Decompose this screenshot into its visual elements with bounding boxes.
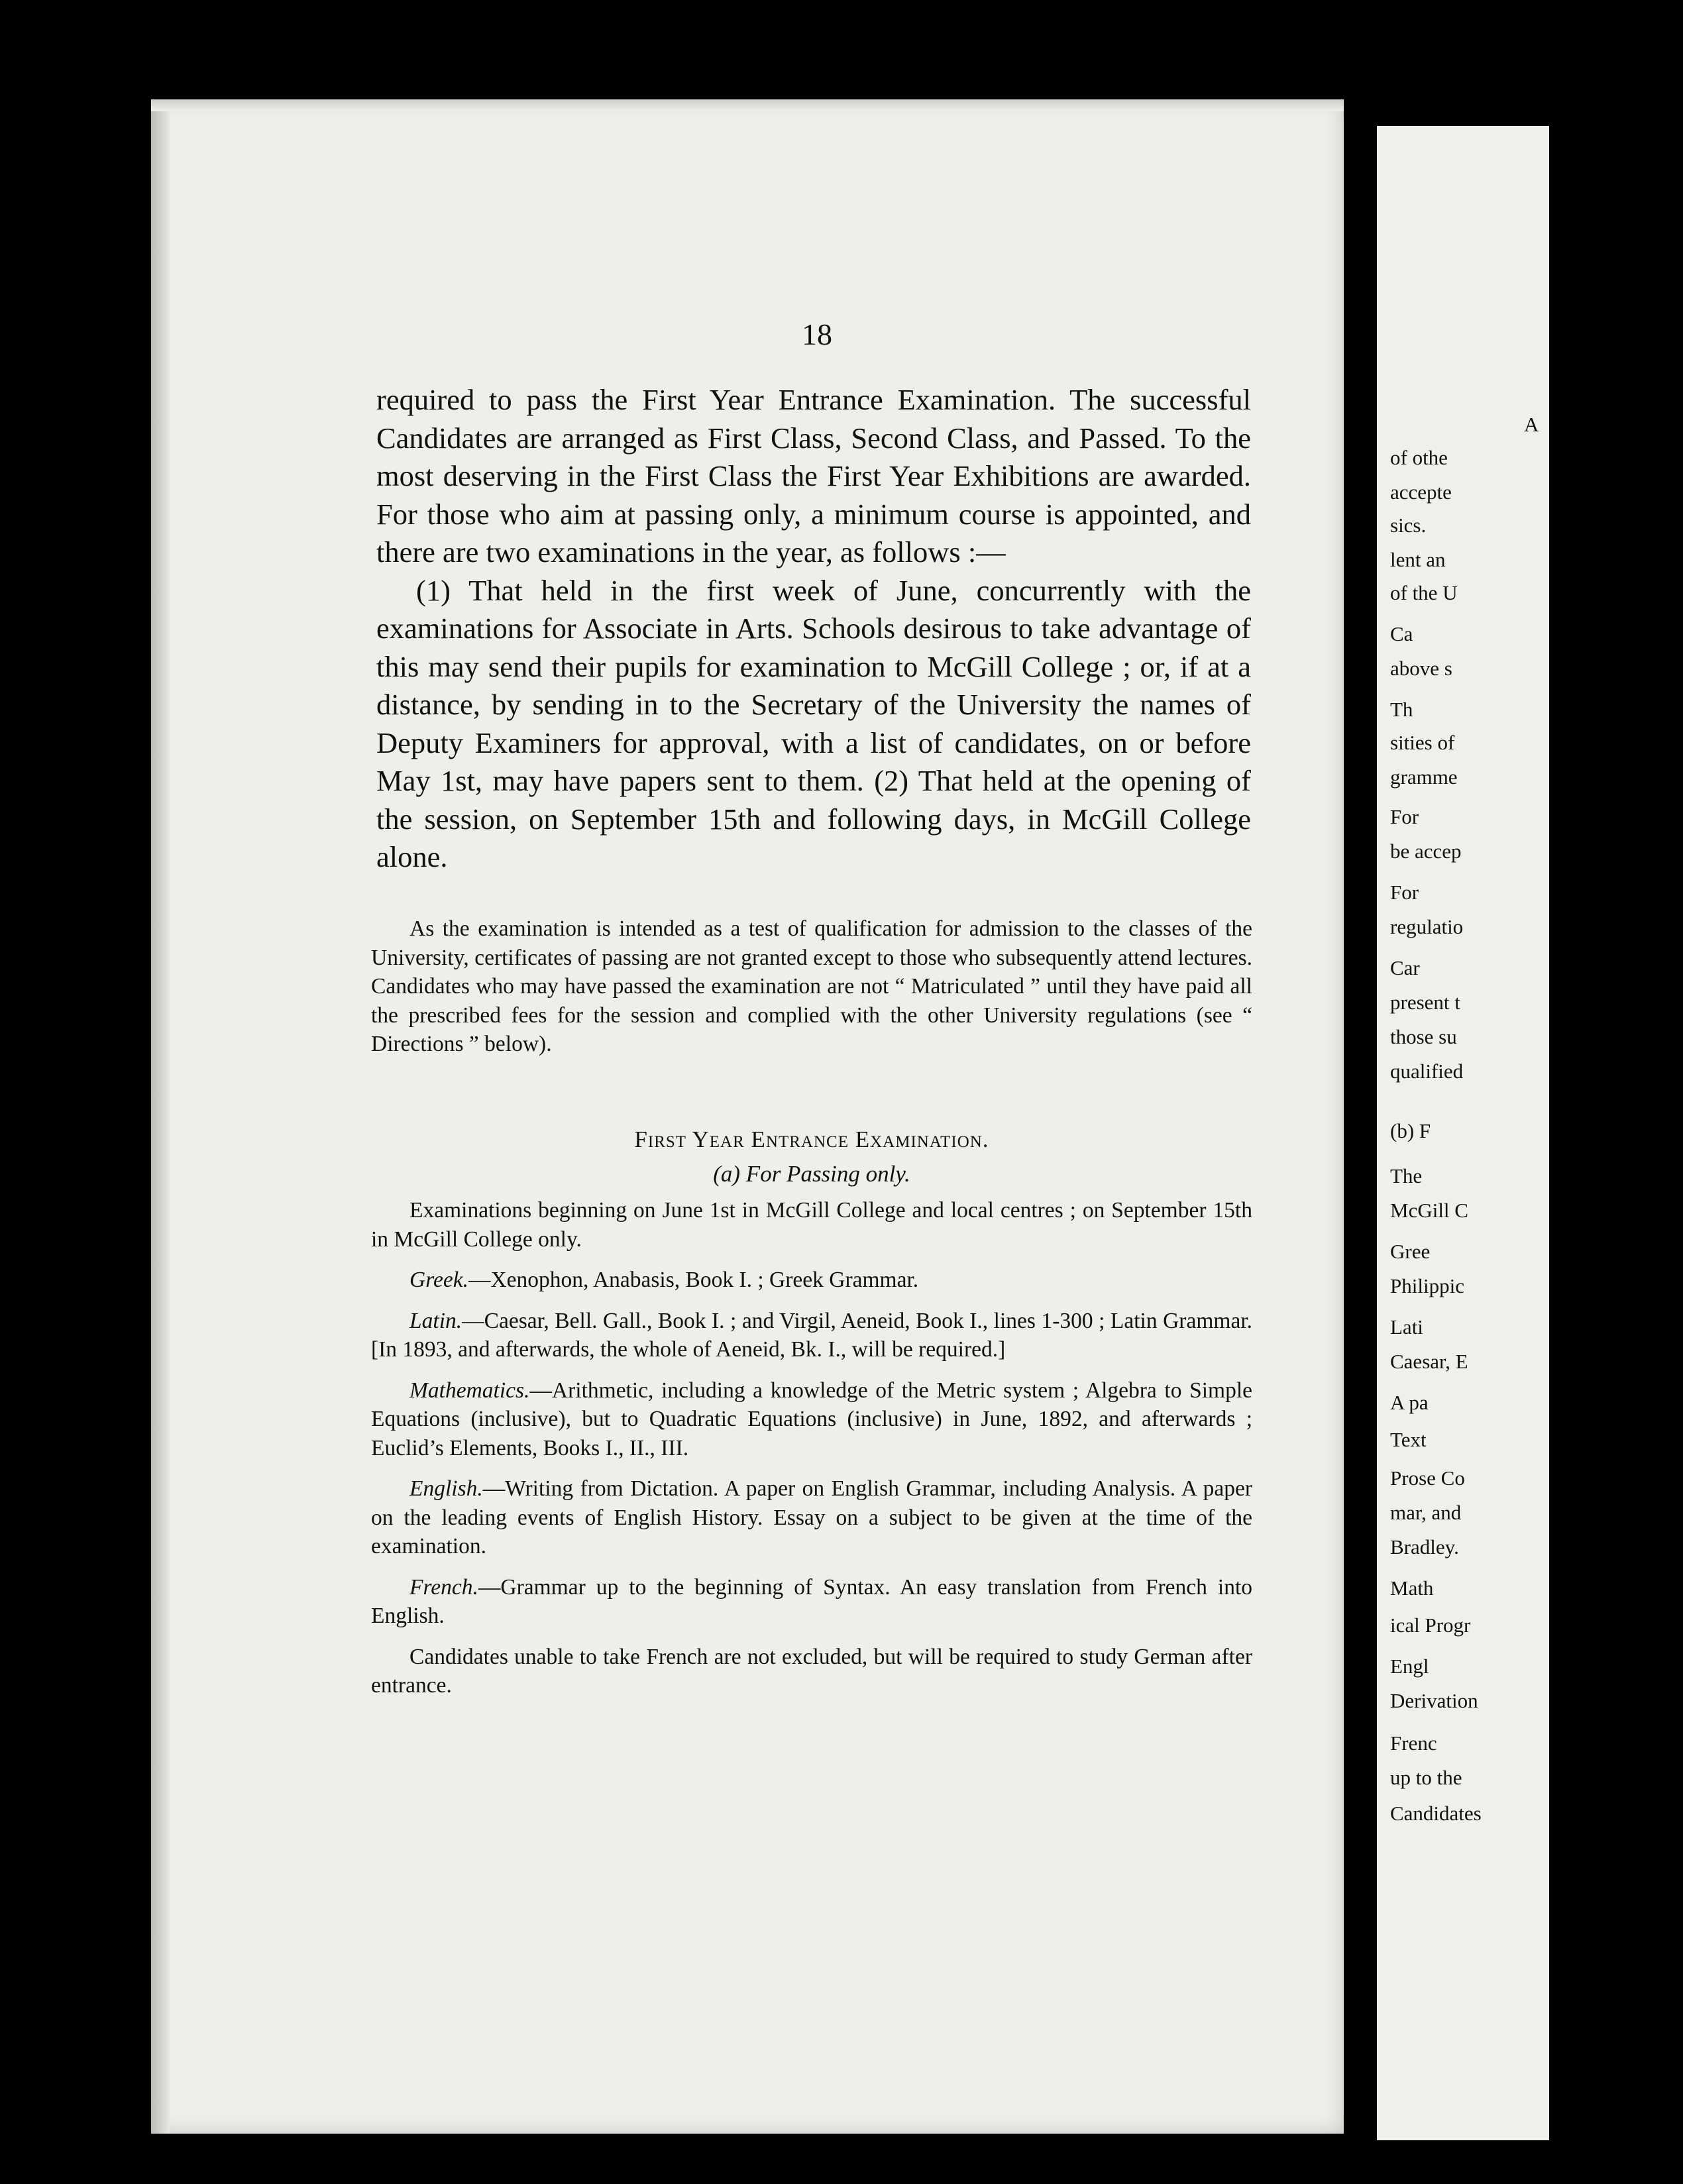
right-page-line: Prose Co [1390, 1466, 1465, 1490]
right-page-line: mar, and [1390, 1501, 1462, 1524]
section-heading: First Year Entrance Examination. [634, 1126, 989, 1152]
right-page-line: Car [1390, 956, 1420, 979]
right-page-line: For [1390, 881, 1419, 904]
right-page-line: lent an [1390, 548, 1446, 571]
right-page-line: regulatio [1390, 915, 1464, 938]
right-page-line: sities of [1390, 731, 1455, 754]
right-page-line: McGill C [1390, 1199, 1468, 1222]
right-page-line: (b) F [1390, 1119, 1431, 1142]
right-page-line: Philippic [1390, 1274, 1464, 1297]
right-page-line: The [1390, 1164, 1423, 1187]
right-page-line: sics. [1390, 514, 1427, 537]
right-page-line: Derivation [1390, 1689, 1478, 1712]
page-number: 18 [802, 317, 832, 351]
right-page-line: Bradley. [1390, 1535, 1459, 1558]
subject-text: —Arithmetic, including a knowledge of the Metric system ; Algebra to Simple Equations (inclusive), but to Quadratic Equations (inclusive) in June, 1892, and afterwards ; Euclid’s Elements, Books I., II., III. [371, 1378, 1252, 1460]
right-page-line: Lati [1390, 1315, 1423, 1338]
right-page-line: Frenc [1390, 1731, 1437, 1755]
subject-mathematics [371, 1376, 1252, 1463]
right-page-line: Candidates [1390, 1802, 1482, 1825]
subject-text: —Writing from Dictation. A paper on English Grammar, including Analysis. A paper on the leading events of English History. Essay on a subject to be given at the time of the examination. [371, 1476, 1252, 1558]
subject-label: Mathematics. [409, 1378, 530, 1403]
right-page-line: gramme [1390, 765, 1458, 789]
section-subheading: (a) For Passing only. [713, 1161, 910, 1187]
subject-label: Greek. [409, 1268, 468, 1292]
right-page-line: present t [1390, 991, 1460, 1014]
paragraph-2: (1) That held in the first week of June, concurrently with the examinations for Associate in Arts. Schools desirous to take advantage of this may send their pupils for examination to McGill College ; or, if at a distance, by sending in to the Secretary of the University the names of Deputy Examiners for approval, with a list of candidates, on or before May 1st, may have papers sent to them. (2) That held at the opening of the session, on September 15th and following days, in McGill College alone. [376, 573, 1251, 873]
subject-text: —Xenophon, Anabasis, Book I. ; Greek Grammar. [468, 1268, 919, 1292]
subject-label: French. [409, 1574, 478, 1600]
exam-intro: Examinations beginning on June 1st in McGill College and local centres ; on September 15th in McGill College only. [371, 1198, 1252, 1252]
right-page-line: accepte [1390, 480, 1452, 504]
subject-label: English. [409, 1476, 483, 1501]
subject-text: —Grammar up to the beginning of Syntax. An easy translation from French into English. [371, 1574, 1252, 1628]
subject-label: Latin. [409, 1308, 462, 1333]
right-page-line: above s [1390, 657, 1452, 680]
right-page-line: ical Progr [1390, 1613, 1471, 1637]
right-page-line: up to the [1390, 1766, 1462, 1789]
right-page-line: qualified [1390, 1060, 1464, 1083]
right-page-line: Th [1390, 698, 1413, 721]
right-page-line: For [1390, 805, 1419, 828]
paragraph-1: required to pass the First Year Entrance Examination. The successful Candidates are arranged as First Class, Second Class, and Passed. To the most deserving in the First Class the First Year Exhibitions are awarded. For those who aim at passing only, a minimum course is appointed, and there are two examinations in the year, as follows :— [376, 383, 1251, 569]
main-text [376, 381, 1251, 877]
right-page-line: A pa [1390, 1391, 1429, 1414]
right-page-line: Math [1390, 1576, 1434, 1600]
right-page-line: Text [1390, 1428, 1427, 1451]
right-page-line: Caesar, E [1390, 1350, 1468, 1373]
right-page-line: of the U [1390, 581, 1458, 604]
right-page-line: Engl [1390, 1655, 1429, 1678]
right-page-line: of othe [1390, 446, 1448, 469]
exam-requirements [371, 1196, 1252, 1712]
right-page-line: be accep [1390, 840, 1462, 863]
closing-note: Candidates unable to take French are not excluded, but will be required to study German after entrance. [371, 1644, 1252, 1698]
qualification-note: As the examination is intended as a test of qualification for admission to the classes of the University, certificates of passing are not granted except to those who subsequently attend lectures. Candidates who may have passed the examination are not “ Matriculated ” until they have paid all the prescribed fees for the session and complied with the other University regulations (see “ Directions ” below). [371, 916, 1252, 1056]
right-page-line: A [1524, 413, 1539, 436]
right-page-line: Ca [1390, 622, 1413, 645]
subject-english [371, 1474, 1252, 1561]
subject-french [371, 1573, 1252, 1631]
subject-greek [371, 1266, 1252, 1295]
right-page-line: those su [1390, 1025, 1457, 1048]
subject-text: —Caesar, Bell. Gall., Book I. ; and Virgil, Aeneid, Book I., lines 1-300 ; Latin Grammar. [In 1893, and afterwards, the whole of Aeneid, Bk. I., will be required.] [371, 1308, 1252, 1362]
right-page-line: Gree [1390, 1240, 1431, 1263]
subject-latin [371, 1307, 1252, 1364]
